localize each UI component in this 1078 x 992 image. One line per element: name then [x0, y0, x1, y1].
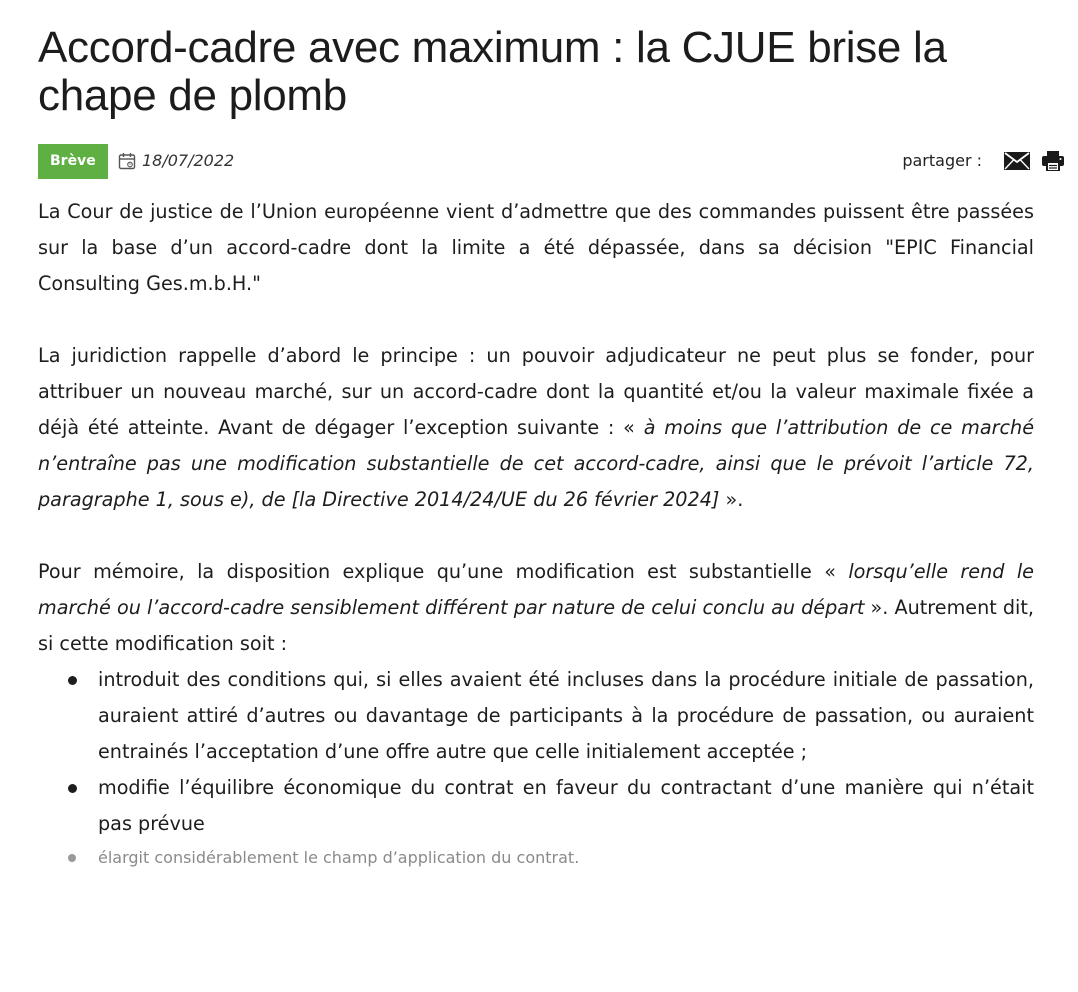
list-item: élargit considérablement le champ d’application du contrat. — [98, 842, 1034, 874]
print-icon[interactable] — [1042, 151, 1064, 171]
article-body — [38, 194, 1034, 874]
paragraph — [38, 554, 1034, 662]
share-bar — [902, 150, 1064, 172]
paragraph-text: ». — [719, 488, 744, 511]
share-label: partager : — [902, 151, 982, 170]
paragraph-text: La juridiction rappelle d’abord le principe : un pouvoir adjudicateur ne peut plus se fonder, pour attribuer un nouveau marché, sur un accord-cadre dont la quantité et/ou la valeur maximale fixée a déjà été atteinte. Avant de dégager l’exception suivante : « — [38, 344, 1034, 439]
paragraph-text: ». Autrement dit, si cette modification soit : — [38, 596, 1034, 655]
paragraph — [38, 338, 1034, 518]
article-meta — [38, 144, 1064, 180]
paragraph: La Cour de justice de l’Union européenne vient d’admettre que des commandes puissent être passées sur la base d’un accord-cadre dont la limite a été dépassée, dans sa décision "EPIC Financial Consulting Ges.m.b.H." — [38, 200, 1034, 295]
publication-date — [118, 150, 234, 172]
article — [38, 24, 1034, 874]
mail-icon[interactable] — [1004, 152, 1030, 170]
category-badge[interactable]: Brève — [38, 144, 108, 179]
paragraph-text: Pour mémoire, la disposition explique qu’une modification est substantielle « — [38, 560, 849, 583]
page-title: Accord-cadre avec maximum : la CJUE brise la chape de plomb — [38, 23, 947, 120]
calendar-icon — [118, 152, 136, 170]
date-text: 18/07/2022 — [142, 151, 235, 170]
list-item: modifie l’équilibre économique du contrat en faveur du contractant d’une manière qui n’était pas prévue — [98, 770, 1034, 842]
paragraph-quote: lorsqu’elle rend le marché ou l’accord-cadre sensiblement différent par nature de celui conclu au départ — [38, 560, 1034, 619]
list-item: introduit des conditions qui, si elles avaient été incluses dans la procédure initiale de passation, auraient attiré d’autres ou davantage de participants à la procédure de passation, ou auraient entrainés l’acceptation d’une offre autre que celle initialement acceptée ; — [98, 662, 1034, 770]
paragraph-quote: à moins que l’attribution de ce marché n’entraîne pas une modification substantielle de cet accord-cadre, ainsi que le prévoit l’article 72, paragraphe 1, sous e), de [la Directive 2014/24/UE du 26 février 2024] — [38, 416, 1034, 511]
bullet-list — [38, 662, 1034, 874]
